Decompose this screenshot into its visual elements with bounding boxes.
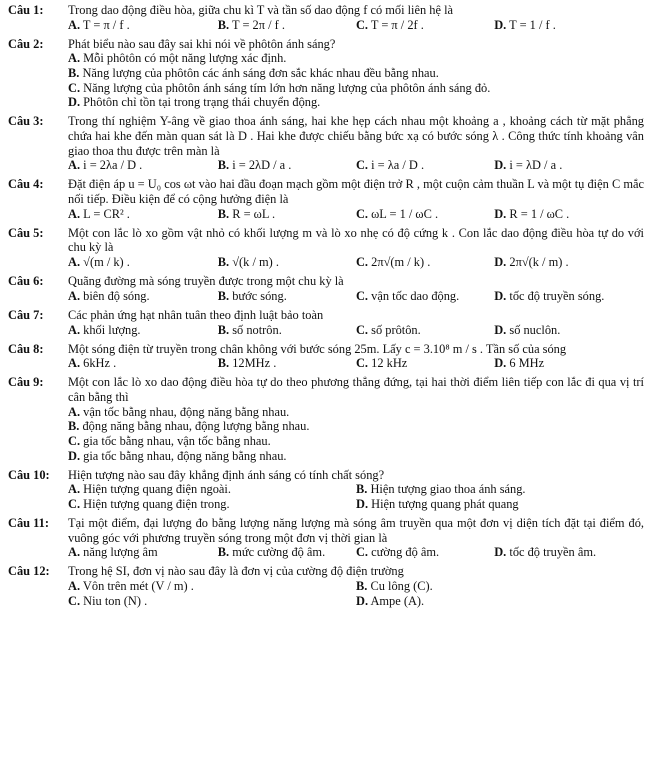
question-7	[8, 308, 644, 337]
option-label: B.	[217, 288, 230, 303]
option-label: C.	[355, 17, 369, 32]
option-label: D.	[494, 158, 507, 173]
question-text: Đặt điện áp u = U₀ cos ωt vào hai đầu đoạn mạch gồm một điện trở R , một cuộn cảm thuần L và một tụ điện C mắc nối tiếp. Điều kiện để có cộng hưởng điện là	[68, 177, 644, 206]
option-text: khối lượng.	[83, 322, 141, 337]
option-text: T = 1 / f .	[509, 17, 556, 32]
option-text: động năng bằng nhau, động lượng bằng nhau.	[82, 419, 310, 434]
answer-option	[494, 158, 644, 173]
answer-option	[356, 255, 494, 270]
option-label: A.	[68, 404, 81, 419]
option-text: √(m / k) .	[83, 255, 130, 269]
question-4	[8, 177, 644, 221]
option-text: T = π / f .	[82, 17, 130, 32]
question-head	[8, 308, 644, 323]
question-head	[8, 177, 644, 206]
option-text: vận tốc bằng nhau, động năng bằng nhau.	[83, 404, 290, 419]
answer-option	[356, 594, 644, 609]
option-text: số nuclôn.	[509, 322, 561, 337]
question-head	[8, 226, 644, 255]
answer-option	[218, 18, 356, 33]
option-text: Hiện tượng giao thoa ánh sáng.	[370, 482, 526, 497]
answer-option	[218, 356, 356, 371]
question-11	[8, 516, 644, 560]
option-label: A.	[68, 288, 81, 303]
question-head	[8, 274, 644, 289]
option-text: 6kHz .	[83, 356, 117, 371]
option-label: D.	[68, 95, 81, 110]
option-label: D.	[494, 322, 507, 337]
option-label: B.	[217, 206, 230, 221]
question-text: Trong dao động điều hòa, giữa chu kì T và tần số dao động f có mối liên hệ là	[68, 3, 454, 17]
answer-option	[494, 289, 644, 304]
option-label: C.	[355, 255, 369, 269]
option-label: A.	[68, 579, 81, 593]
answer-option	[68, 51, 644, 66]
answer-option	[218, 545, 356, 560]
answer-option	[68, 356, 218, 371]
question-5	[8, 226, 644, 270]
answer-option	[68, 207, 218, 222]
option-label: B.	[356, 579, 368, 593]
option-label: A.	[68, 51, 81, 66]
answer-option	[494, 323, 644, 338]
option-text: L = CR² .	[83, 206, 130, 221]
option-text: ωL = 1 / ωC .	[371, 206, 439, 221]
answer-option	[68, 18, 218, 33]
option-text: Mỗi phôtôn có một năng lượng xác định.	[83, 51, 287, 66]
option-label: C.	[355, 158, 369, 173]
option-text: Phôtôn chỉ tồn tại trong trạng thái chuyển động.	[83, 95, 321, 110]
answer-option	[494, 207, 644, 222]
question-10	[8, 468, 644, 512]
answer-option	[68, 497, 356, 512]
answer-option	[356, 158, 494, 173]
answer-option	[68, 434, 644, 449]
option-label: D.	[494, 356, 507, 371]
answer-option	[218, 158, 356, 173]
question-number: Câu 2:	[8, 36, 44, 51]
option-label: B.	[217, 158, 230, 173]
option-text: tốc độ truyền âm.	[509, 545, 597, 560]
question-text: Trong thí nghiệm Y-âng về giao thoa ánh sáng, hai khe hẹp cách nhau một khoảng a , khoảng cách từ mặt phẳng chứa hai khe đến màn quan sát là D . Hai khe được chiếu bằng bức xạ có bước sóng λ . Công thức tính khoảng vân giao thoa thu được trên màn là	[68, 114, 644, 158]
question-head	[8, 37, 644, 52]
option-text: Ampe (A).	[370, 593, 425, 608]
option-label: A.	[68, 206, 81, 221]
option-text: Năng lượng của phôtôn các ánh sáng đơn sắc khác nhau đều bằng nhau.	[82, 66, 439, 80]
answer-options	[8, 158, 644, 173]
option-label: A.	[68, 482, 81, 497]
option-text: Cu lông (C).	[370, 579, 433, 593]
answer-option	[494, 18, 644, 33]
option-label: D.	[356, 496, 369, 511]
question-text: Một con lắc lò xo dao động điều hòa tự do theo phương thẳng đứng, tại hai thời điểm liên tiếp con lắc đi qua vị trí cân bằng thì	[68, 375, 644, 404]
answer-option	[68, 66, 644, 81]
question-1	[8, 3, 644, 32]
option-text: mức cường độ âm.	[232, 545, 326, 560]
answer-options	[8, 18, 644, 33]
answer-options	[8, 482, 644, 511]
option-text: vận tốc dao động.	[371, 288, 460, 303]
answer-option	[356, 18, 494, 33]
option-label: D.	[356, 593, 369, 608]
option-text: 12 kHz	[371, 356, 408, 371]
option-label: C.	[355, 545, 369, 560]
option-label: A.	[68, 545, 81, 560]
option-text: i = λD / a .	[509, 158, 563, 173]
option-label: B.	[217, 322, 230, 337]
answer-option	[494, 255, 644, 270]
answer-option	[68, 545, 218, 560]
question-text: Trong hệ SI, đơn vị nào sau đây là đơn vị của cường độ điện trường	[68, 564, 404, 579]
question-number: Câu 5:	[8, 225, 44, 240]
option-text: R = 1 / ωC .	[509, 206, 570, 221]
option-label: D.	[494, 255, 507, 269]
question-number: Câu 12:	[8, 564, 50, 579]
answer-options	[8, 545, 644, 560]
question-8	[8, 342, 644, 371]
option-label: D.	[494, 17, 507, 32]
option-text: i = λa / D .	[371, 158, 425, 173]
answer-option	[68, 482, 356, 497]
question-number: Câu 1:	[8, 3, 44, 17]
answer-option	[218, 255, 356, 270]
question-6	[8, 274, 644, 303]
answer-option	[218, 323, 356, 338]
answer-option	[356, 497, 644, 512]
answer-option	[68, 419, 644, 434]
answer-option	[68, 323, 218, 338]
answer-option	[494, 356, 644, 371]
answer-option	[68, 579, 356, 594]
question-number: Câu 10:	[8, 467, 50, 482]
question-2	[8, 37, 644, 110]
option-text: biên độ sóng.	[83, 288, 150, 303]
option-text: cường độ âm.	[371, 545, 440, 560]
answer-options	[8, 289, 644, 304]
question-head	[8, 342, 644, 357]
answer-option	[356, 289, 494, 304]
option-text: năng lượng âm	[83, 545, 158, 560]
option-text: 2π√(m / k) .	[371, 255, 431, 269]
option-label: B.	[217, 17, 230, 32]
option-label: C.	[355, 356, 369, 371]
option-label: A.	[68, 356, 81, 371]
question-head	[8, 3, 644, 18]
option-text: Hiện tượng quang điện ngoài.	[83, 482, 231, 497]
answer-option	[68, 594, 356, 609]
option-text: T = π / 2f .	[370, 17, 424, 32]
option-text: 12MHz .	[232, 356, 277, 371]
question-number: Câu 6:	[8, 274, 44, 289]
option-text: số notrôn.	[232, 322, 282, 337]
answer-option	[356, 207, 494, 222]
answer-option	[356, 482, 644, 497]
option-label: A.	[68, 322, 81, 337]
option-label: B.	[217, 255, 230, 269]
option-label: C.	[355, 206, 369, 221]
question-number: Câu 3:	[8, 114, 44, 129]
option-text: bước sóng.	[232, 288, 287, 303]
question-number: Câu 11:	[8, 516, 49, 530]
option-label: B.	[217, 356, 230, 371]
option-text: gia tốc bằng nhau, vận tốc bằng nhau.	[83, 433, 271, 448]
question-text: Tại một điểm, đại lượng đo bằng lượng năng lượng mà sóng âm truyền qua một đơn vị diện tích đặt tại điểm đó, vuông góc với phương truyền sóng trong một đơn vị thời gian là	[68, 516, 644, 545]
answer-option	[68, 95, 644, 110]
option-text: 2π√(k / m) .	[509, 255, 569, 269]
question-text: Một con lắc lò xo gồm vật nhỏ có khối lượng m và lò xo nhẹ có độ cứng k . Con lắc dao động điều hòa tự do với chu kỳ là	[68, 225, 644, 255]
answer-option	[356, 356, 494, 371]
option-label: D.	[494, 206, 507, 221]
question-text: Quãng đường mà sóng truyền được trong một chu kỳ là	[68, 274, 344, 289]
answer-options	[8, 356, 644, 371]
option-label: C.	[68, 80, 81, 95]
question-head	[8, 114, 644, 158]
question-text: Các phản ứng hạt nhân tuân theo định luật bảo toàn	[68, 307, 324, 322]
answer-option	[218, 289, 356, 304]
question-number: Câu 7:	[8, 307, 44, 322]
answer-option	[68, 405, 644, 420]
answer-options	[8, 51, 644, 110]
option-label: A.	[68, 158, 81, 173]
option-label: B.	[217, 545, 230, 560]
answer-option	[68, 158, 218, 173]
answer-option	[356, 323, 494, 338]
option-text: Hiện tượng quang điện trong.	[83, 496, 230, 511]
answer-option	[494, 545, 644, 560]
question-9	[8, 375, 644, 463]
question-3	[8, 114, 644, 173]
answer-option	[356, 545, 494, 560]
option-text: Năng lượng của phôtôn ánh sáng tím lớn hơn năng lượng của phôtôn ánh sáng đỏ.	[83, 80, 491, 95]
option-text: i = 2λa / D .	[83, 158, 143, 173]
question-text: Hiện tượng nào sau đây khẳng định ánh sáng có tính chất sóng?	[68, 467, 385, 482]
answer-option	[218, 207, 356, 222]
option-label: C.	[355, 288, 369, 303]
option-text: 6 MHz	[509, 356, 545, 371]
answer-option	[68, 255, 218, 270]
question-number: Câu 8:	[8, 341, 44, 356]
answer-option	[356, 579, 644, 594]
option-label: A.	[68, 17, 81, 32]
option-label: D.	[494, 288, 507, 303]
answer-options	[8, 207, 644, 222]
answer-option	[68, 81, 644, 96]
answer-options	[8, 255, 644, 270]
option-label: A.	[68, 255, 81, 269]
option-label: D.	[494, 545, 507, 560]
option-text: gia tốc bằng nhau, động năng bằng nhau.	[83, 448, 287, 463]
option-text: Niu ton (N) .	[83, 593, 148, 608]
option-label: B.	[68, 419, 80, 434]
option-label: C.	[68, 593, 81, 608]
question-text: Một sóng điện từ truyền trong chân không với bước sóng 25m. Lấy c = 3.10⁸ m / s . Tần số của sóng	[68, 341, 567, 356]
answer-option	[68, 289, 218, 304]
question-12	[8, 564, 644, 608]
question-number: Câu 9:	[8, 375, 44, 390]
answer-options	[8, 323, 644, 338]
answer-options	[8, 405, 644, 464]
question-head	[8, 375, 644, 404]
option-label: C.	[68, 433, 81, 448]
option-label: C.	[355, 322, 369, 337]
option-text: tốc độ truyền sóng.	[509, 288, 605, 303]
option-text: Hiện tượng quang phát quang	[371, 496, 519, 511]
option-text: i = 2λD / a .	[232, 158, 292, 173]
question-number: Câu 4:	[8, 177, 44, 192]
option-label: B.	[356, 482, 368, 497]
question-head	[8, 468, 644, 483]
option-label: B.	[68, 66, 80, 80]
option-text: số prôtôn.	[371, 322, 421, 337]
answer-options	[8, 579, 644, 608]
option-label: C.	[68, 496, 81, 511]
option-label: D.	[68, 448, 81, 463]
option-text: R = ωL .	[232, 206, 276, 221]
option-text: Vôn trên mét (V / m) .	[82, 579, 194, 593]
option-text: T = 2π / f .	[232, 17, 285, 32]
option-text: √(k / m) .	[232, 255, 279, 269]
answer-option	[68, 449, 644, 464]
question-text: Phát biểu nào sau đây sai khi nói về phôtôn ánh sáng?	[68, 36, 336, 51]
question-head	[8, 516, 644, 545]
question-head	[8, 564, 644, 579]
